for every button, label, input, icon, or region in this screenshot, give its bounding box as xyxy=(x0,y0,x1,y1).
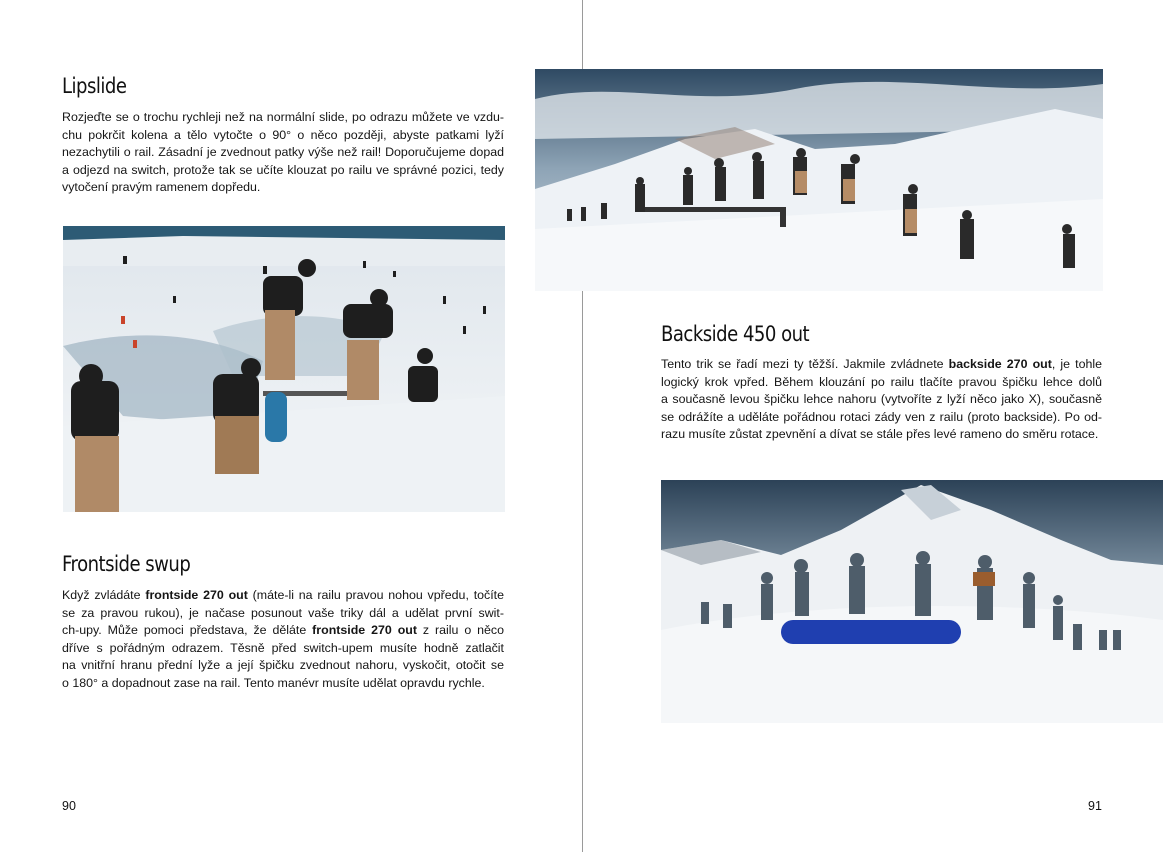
text-line: na vnitřní hranu přední lyže a její špičku zvednout nahoru, vyskočit, otočit se xyxy=(62,658,504,673)
text-line: vytočení pravým ramenem dopředu. xyxy=(62,180,261,195)
page-number: 90 xyxy=(62,799,76,813)
frontside-swup-heading: Frontside swup xyxy=(62,552,191,576)
text-line: se odrážíte a uděláte pořádnou rotaci zády ven z railu (proto backside). Po od- xyxy=(661,409,1102,424)
box-sequence-photo xyxy=(661,480,1163,723)
text-line: ch-upy. Může pomoci představa, že děláte frontside 270 out z railu o něco xyxy=(62,623,504,638)
text-line: se za pravou rukou), je načase posunout vaše triky dál a udělat první swit- xyxy=(62,605,504,620)
lipslide-paragraph xyxy=(62,109,504,197)
text-line: logický krok vpřed. Během klouzání po railu tlačíte pravou špičku lehce dolů xyxy=(661,374,1102,389)
text-line: a současně levou špičku lehce nahoru (vytvoříte z lyží něco jako X), současně xyxy=(661,392,1102,407)
text-line: Když zvládáte frontside 270 out (máte-li na railu pravou nohou vpředu, točíte xyxy=(62,588,504,602)
text-line: Rozjeďte se o trochu rychleji než na normální slide, po odrazu můžete ve vzdu- xyxy=(62,110,504,124)
text-line: chu pokrčit kolena a tělo vytočte o 90° o něco později, abyste patkami lyží xyxy=(62,127,504,142)
right-page xyxy=(583,0,1163,852)
text-line: o 180° a dopadnout zase na rail. Tento manévr musíte udělat opravdu rychle. xyxy=(62,675,485,690)
lipslide-photo xyxy=(63,226,505,512)
text-line: a odjezd na switch, protože tak se učíte klouzat po railu ve správné pozici, tedy xyxy=(62,162,504,177)
page-number: 91 xyxy=(1088,799,1102,813)
text-line: nezachytili o rail. Zásadní je zvednout patky výše než rail! Doporučujeme dopad xyxy=(62,145,504,160)
lipslide-heading: Lipslide xyxy=(62,74,127,98)
frontside-swup-paragraph xyxy=(62,587,504,693)
backside-450-paragraph xyxy=(661,356,1102,444)
text-line: Tento trik se řadí mezi ty těžší. Jakmile zvládnete backside 270 out, je tohle xyxy=(661,357,1103,371)
text-line: razu musíte zůstat zpevnění a dívat se stále přes levé rameno do směru rotace. xyxy=(661,427,1099,442)
text-line: dříve s pořádným odrazem. Těsně před switch-upem musíte hodně zatlačit xyxy=(62,640,504,655)
backside-450-heading: Backside 450 out xyxy=(661,322,810,346)
